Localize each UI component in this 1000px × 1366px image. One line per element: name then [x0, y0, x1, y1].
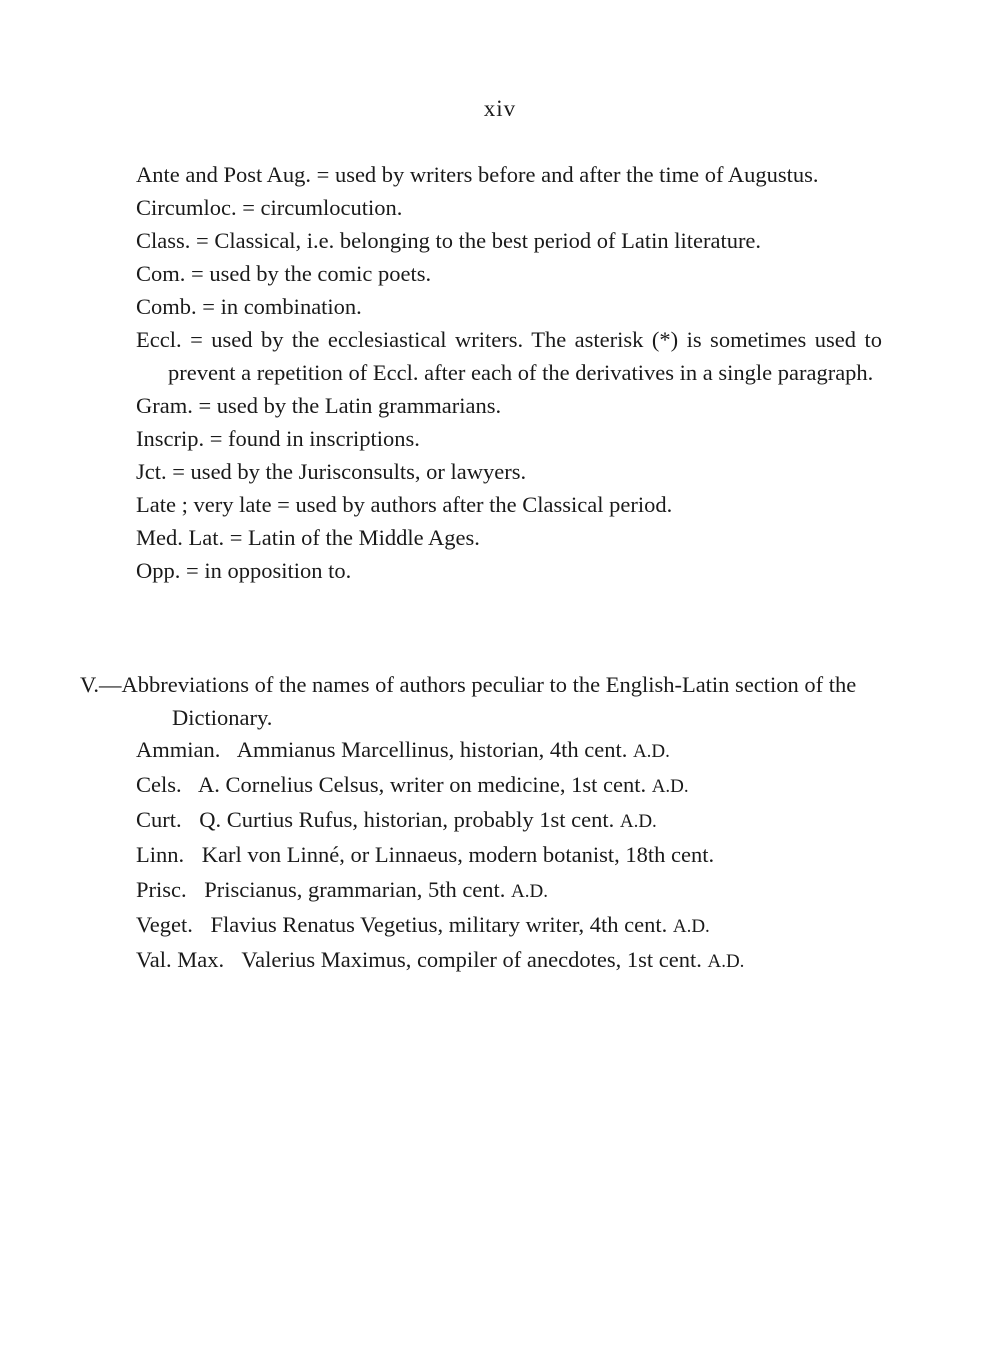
author-entry [136, 943, 882, 978]
abbreviation-list [136, 158, 882, 587]
section-heading: V.—Abbreviations of the names of authors peculiar to the English-Latin section of the Dictionary. [80, 672, 857, 730]
author-description: Priscianus, grammarian, 5th cent. [204, 877, 506, 902]
author-entry [136, 908, 882, 943]
author-abbreviation: Veget. [136, 912, 193, 937]
era-label: A.D. [707, 951, 745, 972]
author-description: Ammianus Marcellinus, historian, 4th cent. [236, 737, 628, 762]
author-entry [136, 873, 882, 908]
abbreviation-entry: Inscrip. = found in inscriptions. [136, 426, 420, 451]
author-abbreviation: Prisc. [136, 877, 187, 902]
section-v [80, 668, 882, 734]
abbreviation-entry: Com. = used by the comic poets. [136, 261, 432, 286]
abbreviation-entry: Ante and Post Aug. = used by writers before and after the time of Augustus. [136, 162, 819, 187]
author-entry [136, 803, 882, 838]
author-entry [136, 733, 882, 768]
author-description: Karl von Linné, or Linnaeus, modern botanist, 18th cent. [201, 842, 715, 867]
author-description: Q. Curtius Rufus, historian, probably 1st cent. [199, 807, 615, 832]
era-label: A.D. [619, 811, 657, 832]
abbreviation-entry: Class. = Classical, i.e. belonging to the best period of Latin literature. [136, 228, 762, 253]
author-abbreviation: Cels. [136, 772, 182, 797]
abbreviation-entry: Gram. = used by the Latin grammarians. [136, 393, 502, 418]
abbreviation-entry: Eccl. = used by the ecclesiastical writers. The asterisk (*) is sometimes used to prevent a repetition of Eccl. after each of the derivatives in a single paragraph. [136, 327, 882, 385]
era-label: A.D. [672, 916, 710, 937]
author-abbreviation: Linn. [136, 842, 185, 867]
page-number: xiv [483, 96, 517, 121]
author-abbreviation: Val. Max. [136, 947, 225, 972]
author-description: Valerius Maximus, compiler of anecdotes, 1st cent. [241, 947, 702, 972]
era-label: A.D. [651, 776, 689, 797]
abbreviation-entry: Comb. = in combination. [136, 294, 362, 319]
author-list [136, 733, 882, 978]
era-label: A.D. [511, 881, 548, 902]
author-entry [136, 768, 882, 803]
author-abbreviation: Ammian. [136, 737, 221, 762]
abbreviation-entry: Jct. = used by the Jurisconsults, or lawyers. [136, 459, 527, 484]
era-label: A.D. [632, 741, 670, 762]
author-entry [136, 838, 882, 873]
author-abbreviation: Curt. [136, 807, 182, 832]
author-description: A. Cornelius Celsus, writer on medicine, 1st cent. [198, 772, 647, 797]
abbreviation-entry: Circumloc. = circumlocution. [136, 195, 403, 220]
abbreviation-entry: Late ; very late = used by authors after the Classical period. [136, 492, 673, 517]
abbreviation-entry: Opp. = in opposition to. [136, 558, 352, 583]
author-description: Flavius Renatus Vegetius, military writer, 4th cent. [210, 912, 668, 937]
abbreviation-entry: Med. Lat. = Latin of the Middle Ages. [136, 525, 480, 550]
